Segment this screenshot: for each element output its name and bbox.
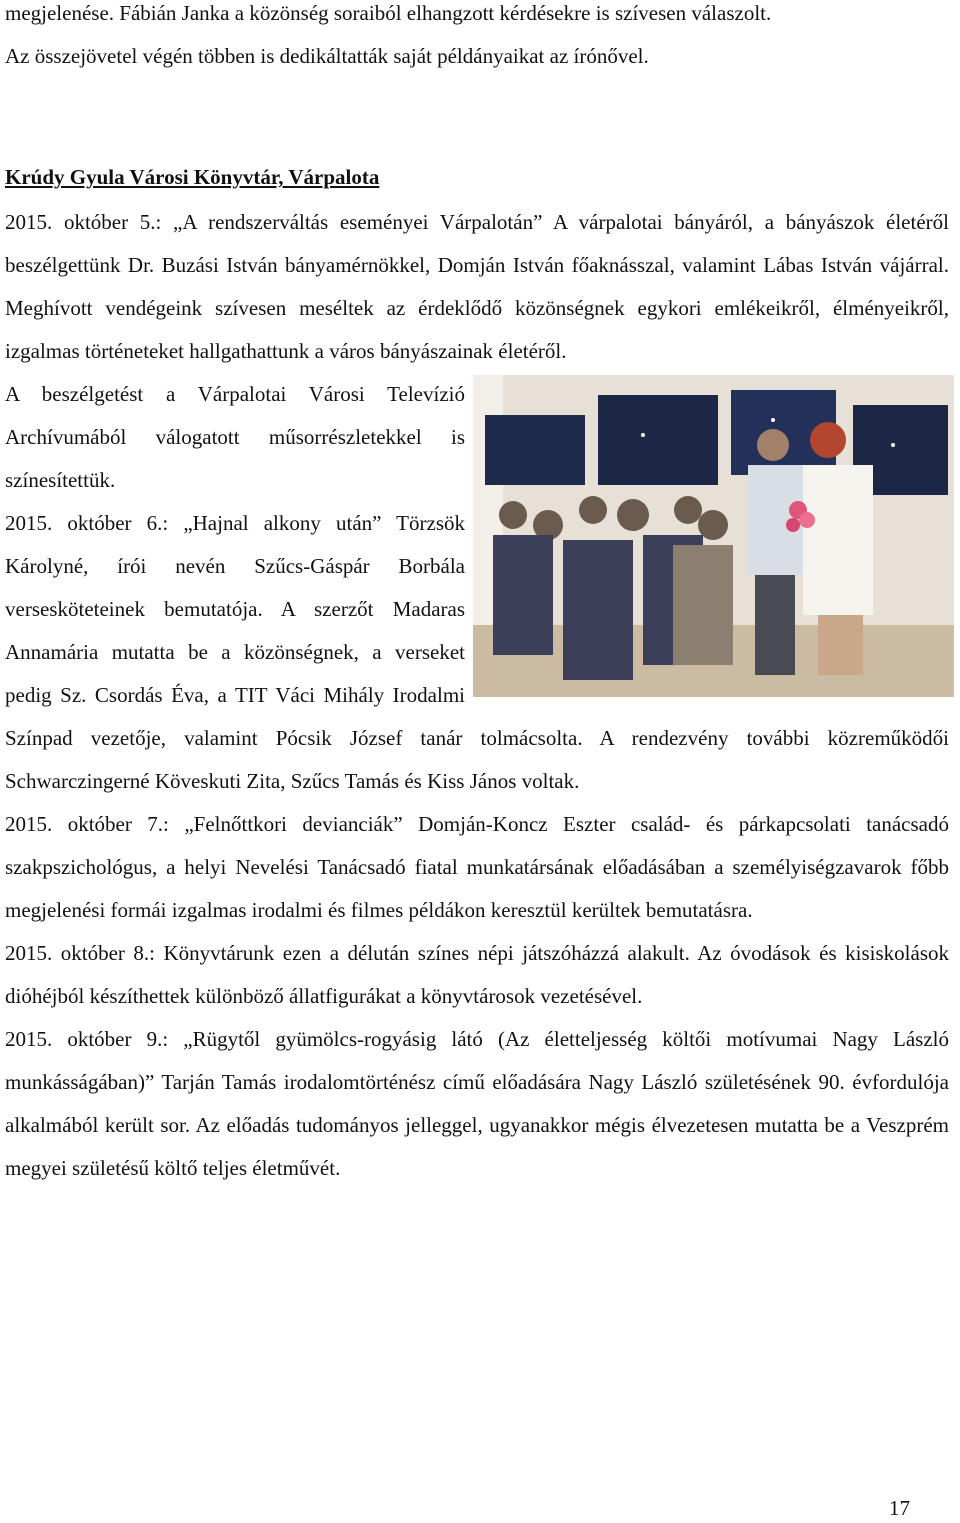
intro-line: megjelenése. Fábián Janka a közönség soraiból elhangzott kérdésekre is szívesen válaszolt.: [5, 1, 772, 25]
event-date: 2015. október 8.: [5, 941, 150, 965]
event-text: : Könyvtárunk ezen a délután színes népi játszóházzá alakult. Az óvodások és kisiskolások dióhéjból készíthettek különböző állatfigurákat a könyvtárosok vezetésével.: [5, 941, 949, 1008]
event-date: 2015. október 7.: [5, 812, 164, 836]
event-paragraph: [5, 803, 949, 932]
event-paragraph: [5, 1018, 949, 1190]
event-date: 2015. október 9.: [5, 1027, 163, 1051]
event-paragraph: [5, 932, 949, 1018]
section-heading: Krúdy Gyula Városi Könyvtár, Várpalota: [5, 165, 380, 189]
intro-line: Az összejövetel végén többen is dedikáltatták saját példányaikat az írónővel.: [5, 44, 649, 68]
event-text: : „Rügytől gyümölcs-rogyásig látó (Az életteljesség költői motívumai Nagy László munkásságában)” Tarján Tamás irodalomtörténész című előadására Nagy László születésének 90. évfordulója alkalmából került sor. Az előadás tudományos jelleggel, ugyanakkor mégis élvezetesen mutatta be a Veszprém megyei születésű költő teljes életművét.: [5, 1027, 949, 1180]
document-page: [5, 0, 949, 1190]
event-photo: [473, 375, 954, 697]
event-date: 2015. október 5.: [5, 210, 156, 234]
event-text: : „A rendszerváltás eseményei Várpalotán” A várpalotai bányáról, a bányászok életéről beszélgettünk Dr. Buzási István bányamérnökkel, Domján István főaknásszal, valamint Lábas István vájárral. Meghívott vendégeink szívesen meséltek az érdeklődő közönségnek egykori emlékeikről, élményeikről, izgalmas történeteket hallgathattunk a város bányászainak életéről.: [5, 210, 949, 363]
event-photo-icon: [473, 375, 954, 697]
event-text: : „Hajnal alkony után” Törzsök Károlyné, írói nevén Szűcs-Gáspár Borbála versesköteteinek bemutatója. A szerzőt Madaras Annamária mutatta be a közönségnek, a verseket pedig Sz. Csordás Éva, a TIT Váci Mihály Irodalmi Színpad vezetője, valamint Pócsik József tanár tolmácsolta. A rendezvény további közreműködői Schwarczingerné Köveskuti Zita, Szűcs Tamás és Kiss János voltak.: [5, 511, 949, 793]
page-number: 17: [889, 1496, 910, 1520]
event-date: 2015. október 6.: [5, 511, 163, 535]
event-paragraph: [5, 201, 949, 373]
event-paragraph: A beszélgetést a Várpalotai Városi Televízió Archívumából válogatott műsorrészletekkel is színesítettük.: [5, 382, 465, 492]
event-text: : „Felnőttkori devianciák” Domján-Koncz Eszter család- és párkapcsolati tanácsadó szakpszichológus, a helyi Nevelési Tanácsadó fiatal munkatársának előadásában a személyiségzavarok főbb megjelenési formái izgalmas irodalmi és filmes példákon keresztül kerültek bemutatásra.: [5, 812, 949, 922]
